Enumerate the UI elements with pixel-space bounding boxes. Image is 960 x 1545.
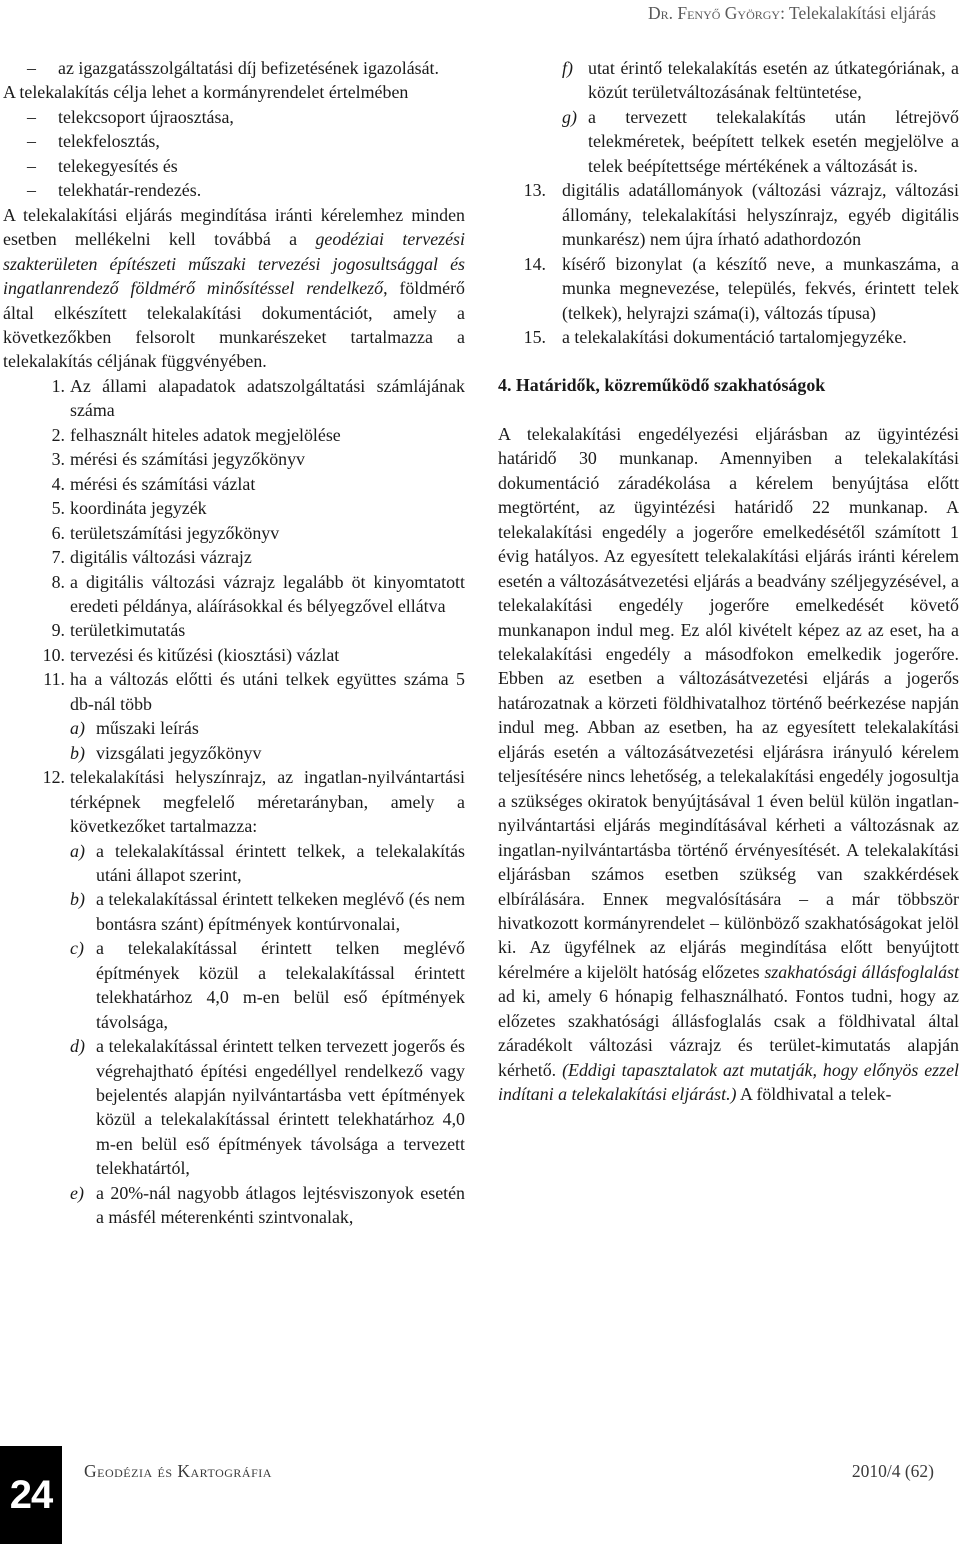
item-number: 11. [43,669,65,690]
item-text: ha a változás előtti és utáni telkek együttes száma 5 db-nál több [70,669,465,714]
goal-item [3,129,465,153]
body-text: A telekalakítási engedélyezési eljárásban az ügyintézési határidő 30 munkanap. Amennyiben a telekalakítási dokumentáció záradékolása a kérelem benyújtása előtt megtörtént, az ügyintézési határidő 22 munkanap. A telekalakítási engedély a jogerőre emelkedésétől számított 1 évig hatályos. Az egyesített telekalakítási eljárás iránti kérelem esetén a változásátvezetési eljárás a beadvány széljegyzésével, a telekalakítási engedély jogerőre emelkedését követő munkanapon indul meg. Ez alól kivételt képez az az eset, ha a telekalakítási engedély a másodfokon emelkedik jogerőre. Ebben az esetben a változásátvezetési eljárás a jogerős határozatnak a körzeti földhivatalhoz történő beérkezése napján indul meg. Abban az esetben, ha az egyesített telekalakítási eljárás esetén a változásátvezetési eljárásra irányuló kérelem teljesítésére nincs lehetőség, a telekalakítási engedély jogosultja a szükséges okiratok benyújtásával 1 éven belül külön ingatlan-nyilvántartási eljárás megindításával kérheti a változásnak az ingatlan-nyilvántartásba történő érvényesítését. A telekalakítási eljárásban számos esetben szükség van szakkérdések elbírálására. Enneк megvalósítására – a már többször hivatkozott kormányrendelet – különböző szakhatóságokat jelöl ki. Az ügyfélnek az eljárás megindítása előtt benyújtott kérelmére a kijelölt hatóság előzetes [498,423,959,982]
sub-letter: f) [562,58,573,78]
sub-text: a telekalakítással érintett telken meglévő építmények közül a telekalakítással érintett telekhatárhoz 4,0 m-en belül eső építmények távolsága, [96,938,465,1032]
sub-item [3,741,465,765]
sub-letter: e) [70,1182,84,1203]
sub-item [498,56,959,105]
list-item [3,447,465,471]
sub-item [3,839,465,888]
sub-letter: b) [70,889,85,910]
sub-letter: a) [70,718,85,739]
body-italic: szakhatósági állásfoglalást [764,961,959,982]
list-item [3,423,465,447]
goal-text: telekcsoport újraosztása, [58,106,234,127]
item-number: 15. [523,326,546,347]
sub-letter: d) [70,1036,85,1057]
item-number: 1. [51,375,65,396]
list-item [3,667,465,716]
goal-item [3,105,465,129]
issue-number: 2010/4 (62) [851,1461,934,1481]
intro-dash-text: az igazgatásszolgáltatási díj befizetésének igazolását. [58,58,439,78]
sub-letter: a) [70,840,85,861]
item-number: 10. [42,644,65,665]
item-number: 6. [51,522,65,543]
dash-marker: – [27,155,36,176]
intro-dash-item [3,56,465,80]
sub-item [3,1034,465,1181]
list-item [3,618,465,642]
requirement-text: A telekalakítási eljárás megindítása iránti kérelemhez minden esetben mellékelni kell továbbá a [3,204,465,250]
sub-item [3,1181,465,1230]
sub-item [3,936,465,1034]
goal-item [3,178,465,202]
list-item [3,765,465,838]
item-number: 7. [51,547,65,568]
sub-letter: g) [562,106,577,127]
item-number: 8. [51,571,65,592]
item-text: digitális változási vázrajz [70,547,252,568]
list-item [3,521,465,545]
list-item [3,472,465,496]
right-column [498,56,959,1107]
goal-text: telekegyesítés és [58,155,178,176]
dash-marker: – [27,180,36,201]
sub-letter: c) [70,938,84,959]
left-column [3,56,465,1230]
sub-item [3,887,465,936]
author-surname: Fenyő György [677,3,781,23]
article-title: : Telekalakítási eljárás [780,3,936,23]
dash-marker: – [27,106,36,127]
section-heading: 4. Határidők, közreműködő szakhatóságok [498,375,826,396]
goal-text: telekhatár-rendezés. [58,180,202,201]
item-number: 14. [523,253,546,274]
sub-text: műszaki leírás [96,718,199,739]
body-text: A földhivatal a telek- [736,1084,892,1105]
item-text: a digitális változási vázrajz legalább öt kinyomtatott eredeti példánya, aláírásokkal és bélyegzővel ellátva [70,571,465,616]
journal-name [84,1461,272,1482]
sub-text: utat érintő telekalakítás esetén az útkategóriának, a közút területváltozásának feltüntetése, [588,58,959,103]
item-text: Az állami alapadatok adatszolgáltatási számlájának száma [70,375,465,421]
sub-text: a telekalakítással érintett telkeken meglévő (és nem bontásra szánt) építmények kontúrvonalai, [96,889,465,934]
list-item [3,545,465,569]
body-text: ad ki, amely 6 hónapig felhasználható. Fontos tudni, hogy az előzetes szakhatósági állásfoglalás csak a földhivatal által záradékolt változási vázrajz és terület-kimutatás alapján kérhető. [498,986,959,1080]
list-item [3,570,465,619]
item-text: területszámítási jegyzőkönyv [70,522,280,543]
list-item [3,496,465,520]
sub-text: vizsgálati jegyzőkönyv [96,742,262,763]
dash-marker: – [27,58,36,78]
item-text: koordináta jegyzék [70,498,207,519]
list-item [498,178,959,251]
item-number: 13. [523,180,546,201]
list-item [498,325,959,349]
item-text: mérési és számítási vázlat [70,473,256,494]
list-item [3,374,465,423]
goal-text: telekfelosztás, [58,131,160,152]
item-text: digitális adatállományok (változási vázrajz, változási állomány, telekalakítási helyszínrajz, egyéb digitális munkarész) nem újra írható adathordozón [562,180,959,250]
sub-letter: b) [70,742,85,763]
sub-text: a tervezett telekalakítás után létrejövő telekméretek, beépített telkek esetén megjelölve a telek beépítettsége mértékének a változását is. [588,106,959,176]
item-text: mérési és számítási jegyzőkönyv [70,449,305,470]
sub-text: a telekalakítással érintett telkek, a telekalakítás utáni állapot szerint, [96,840,465,885]
list-item [3,643,465,667]
item-text: telekalakítási helyszínrajz, az ingatlan-nyilvántartási térképnek megfelelő méretarányban, amely a következőket tartalmazza: [70,767,465,837]
page-footer [0,1428,960,1545]
item-number: 9. [51,620,65,641]
requirement-text: , földmérő által elkészített telekalakítási dokumentációt, amely a következőkben felsorolt munkarészeket tartalmazza a telekalakítás céljának függvényében. [3,278,465,372]
item-number: 3. [51,449,65,470]
item-text: a telekalakítási dokumentáció tartalomjegyzéke. [562,326,907,347]
sub-item [3,716,465,740]
item-text: kísérő bizonylat (a készítő neve, a munkaszáma, a munka megnevezése, település, fekvés, érintett telek (telkek), helyrajzi száma(i), változás típusa) [562,253,959,323]
author-initial: Dr. [647,3,678,23]
requirement-paragraph [3,203,465,374]
list-item [498,252,959,325]
item-text: tervezési és kitűzési (kiosztási) vázlat [70,644,340,665]
item-text: felhasznált hiteles adatok megjelölése [70,424,341,445]
item-number: 5. [51,498,65,519]
goal-intro: A telekalakítás célja lehet a kormányrendelet értelmében [3,82,409,103]
body-italic: (Eddigi tapasztalatok azt mutatják, hogy előnyös ezzel indítani a telekalakítási eljárást.) [498,1059,959,1105]
body-paragraph [498,422,959,1107]
item-text: területkimutatás [70,620,186,641]
requirement-italic: geodéziai tervezési szakterületen építészeti műszaki tervezési jogosultsággal és ingatlanrendező földmérő minősítéssel rendelkező [3,229,465,299]
journal-name-text: Geodézia és Kartográfia [84,1461,272,1481]
running-head [0,0,960,38]
sub-text: a 20%-nál nagyobb átlagos lejtésviszonyok esetén a másfél méterenkénti szintvonalak, [96,1182,465,1228]
item-number: 4. [51,473,65,494]
item-number: 2. [51,424,65,445]
dash-marker: – [27,131,36,152]
sub-item [498,105,959,178]
goal-item [3,154,465,178]
sub-text: a telekalakítással érintett telken tervezett jogerős és végrehajtható építési engedéllyel rendelkező vagy bejelentés alapján nyilvántartásba vett építmények közül a telekalakítással érintett telekhatárhoz 4,0 m-en belül eső építmények távolsága a tervezett telekhatártól, [96,1036,465,1179]
page-number: 24 [0,1446,62,1544]
item-number: 12. [42,767,65,788]
